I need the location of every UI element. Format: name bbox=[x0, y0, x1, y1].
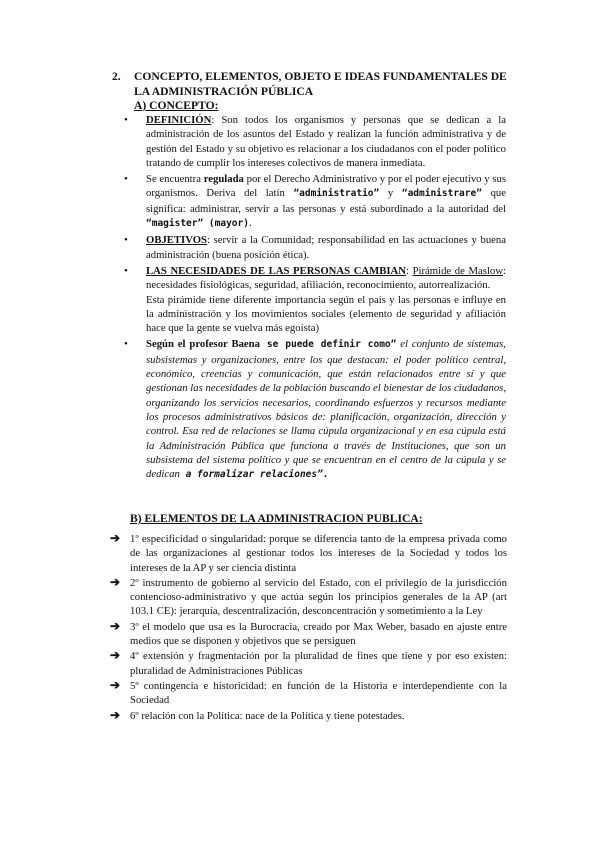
list-item bbox=[110, 620, 507, 649]
regulada-mid2: y bbox=[379, 187, 402, 200]
regulada-bold: regulada bbox=[203, 173, 244, 186]
arrow-icon: ➔ bbox=[110, 677, 121, 692]
regulada-end: . bbox=[248, 217, 252, 230]
concepto-heading: A) CONCEPTO: bbox=[134, 99, 219, 112]
arrow-icon: ➔ bbox=[110, 648, 121, 663]
section-title-text: CONCEPTO, ELEMENTOS, OBJETO E IDEAS FUNDAMENTALES DE LA ADMINISTRACIÓN PÚBLICA bbox=[134, 70, 507, 98]
necesidades-text: : necesidades fisiológicas, seguridad, afiliación, reconocimiento, autorrealización. bbox=[146, 264, 506, 292]
list-item bbox=[110, 532, 507, 575]
bullet-icon: • bbox=[124, 264, 128, 277]
list-item bbox=[110, 709, 507, 723]
list-item bbox=[110, 649, 507, 678]
elementos-list bbox=[110, 532, 507, 724]
definicion-text: : Son todos los organismos y personas que se dedican a la administración de los asuntos del Estado y realizan la función administrativa y de gestión del Estado y su objetivo es relacionar a los ciudadanos con el poder político tratando de cumplir los intereses colectivos de manera inmediata. bbox=[146, 114, 506, 169]
arrow-icon: ➔ bbox=[110, 574, 121, 589]
list-item bbox=[124, 337, 506, 482]
list-item bbox=[110, 576, 507, 619]
elemento-text: 6º relación con la Política: nace de la Política y tiene potestades. bbox=[130, 709, 405, 722]
arrow-icon: ➔ bbox=[110, 618, 121, 633]
list-item bbox=[124, 113, 506, 170]
arrow-icon: ➔ bbox=[110, 531, 121, 545]
arrow-icon: ➔ bbox=[110, 707, 121, 722]
bullet-icon: • bbox=[124, 114, 128, 126]
regulada-word1: “administratio” bbox=[293, 188, 380, 200]
baena-hand: se puede definir como” bbox=[259, 339, 397, 351]
elementos-heading: B) ELEMENTOS DE LA ADMINISTRACION PUBLICA: bbox=[130, 512, 423, 525]
elemento-text: 2º instrumento de gobierno al servicio del Estado, con el privilegio de la jurisdicción contencioso-administrativo y que actúa según los principios generales de la AP (art 103.1 CE): jerarquía, descentralización, desconcentración y sometimiento a la Ley bbox=[130, 576, 507, 618]
elemento-text: 1º especificidad o singularidad: porque se diferencia tanto de la empresa privada como de las organizaciones al gestionar todos los intereses de la Sociedad y todos los intereses de la AP y ser ciencia distinta bbox=[130, 533, 507, 574]
objetivos-label: OBJETIVOS bbox=[146, 234, 207, 247]
maslow-link: Pirámide de Maslow bbox=[412, 264, 503, 277]
elemento-text: 3º el modelo que usa es la Burocracia, creado por Max Weber, basado en ajuste entre medios que se disponen y objetivos que se persiguen bbox=[130, 620, 507, 648]
baena-text: el conjunto de sistemas, subsistemas y organizaciones, entre los que destacan: el poder político central, económico, creencias y comunicación, que están relacionados entre sí y que gestionan las necesidades de la población buscando el bienestar de los ciudadanos, organizando los servicios necesarios, coordinando esfuerzos y recursos mediante los procesos administrativos básicos de: planificación, organización, dirección y control. Esa red de relaciones se llama cúpula organizacional y en esa cúpula está la Administración Pública que funciona a través de Instituciones, que son un subsistema del sistema político y que se encuentran en el centro de la cúpula y se dedican bbox=[146, 338, 506, 481]
list-item bbox=[124, 264, 506, 335]
regulada-mid3: que significa: administrar, servir a las personas y está subordinado a la autoridad del bbox=[146, 187, 507, 215]
list-item bbox=[124, 233, 506, 262]
section-title bbox=[112, 69, 507, 99]
objetivos-text: : servir a la Comunidad; responsabilidad en las actuaciones y buena administración (buena posición ética). bbox=[146, 234, 506, 261]
bullet-icon: • bbox=[124, 234, 128, 247]
baena-label: Según el profesor Baena bbox=[146, 338, 260, 351]
list-item bbox=[124, 172, 507, 231]
necesidades-label: LAS NECESIDADES DE LAS PERSONAS CAMBIAN bbox=[146, 264, 406, 277]
elemento-text: 4º extensión y fragmentación por la pluralidad de fines que tiene y por eso existen: pluralidad de Administraciones Públicas bbox=[130, 650, 507, 677]
necesidades-sep: : bbox=[405, 264, 413, 277]
elemento-text: 5º contingencia e historicidad: en función de la Historia e interdependiente con la Sociedad bbox=[130, 679, 507, 707]
bullet-icon: • bbox=[124, 338, 128, 351]
regulada-word2: “administrare” bbox=[401, 188, 482, 200]
necesidades-text2: Esta pirámide tiene diferente importancia según el país y las personas e influye en la administración y los movimientos sociales (elemento de seguridad y afiliación hace que la gente se vuelva más egoísta) bbox=[146, 293, 506, 335]
concepto-list bbox=[124, 113, 507, 484]
regulada-word3: “magister” (mayor) bbox=[146, 218, 249, 230]
definicion-label: DEFINICIÓN bbox=[146, 114, 212, 126]
regulada-pre: Se encuentra bbox=[146, 173, 204, 186]
baena-end: a formalizar relaciones”. bbox=[179, 469, 329, 481]
regulada-mid1: por el Derecho Administrativo y por el poder ejecutivo y sus organismos. Deriva del latín bbox=[146, 173, 506, 200]
list-item bbox=[110, 679, 507, 708]
section-number: 2. bbox=[112, 70, 121, 83]
bullet-icon: • bbox=[124, 173, 128, 186]
